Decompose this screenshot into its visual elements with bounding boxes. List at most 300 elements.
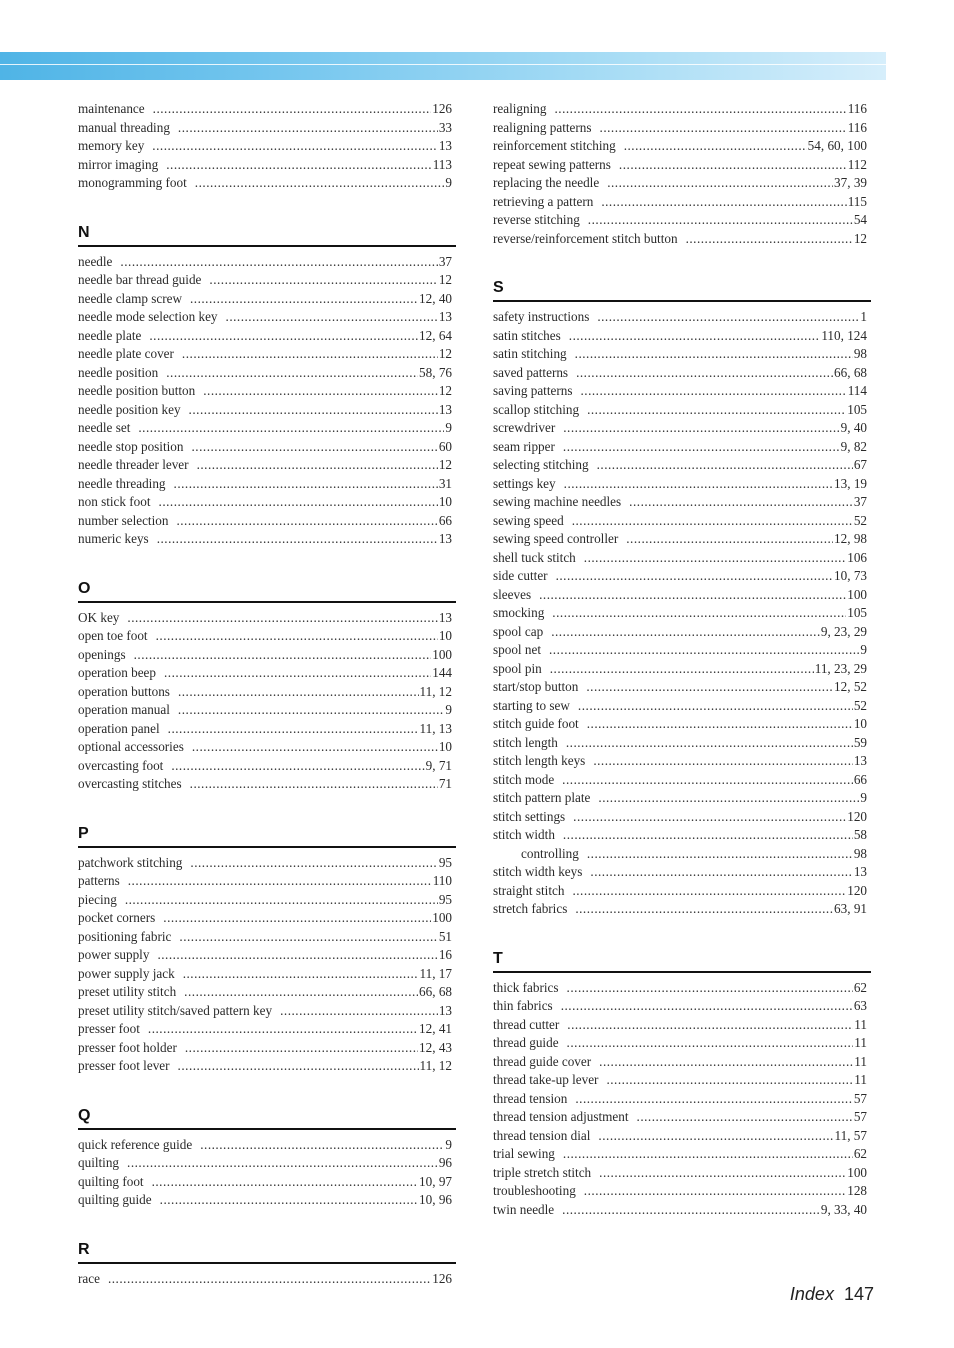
index-entry bbox=[493, 900, 871, 919]
index-page-ref: 37 bbox=[853, 494, 867, 509]
dot-leader bbox=[190, 854, 437, 873]
index-term: realigning patterns bbox=[493, 119, 592, 135]
index-term: power supply jack bbox=[78, 965, 175, 981]
dot-leader bbox=[586, 678, 833, 697]
dot-leader bbox=[562, 771, 853, 790]
index-page-ref: 52 bbox=[853, 512, 867, 528]
index-term: mirror imaging bbox=[78, 156, 159, 172]
index-page-ref: 9, 82 bbox=[840, 438, 867, 454]
index-term: needle position button bbox=[78, 383, 196, 398]
index-entry bbox=[78, 174, 456, 193]
index-entry bbox=[493, 549, 871, 568]
index-page-ref: 12, 40 bbox=[419, 290, 452, 306]
index-letter-section bbox=[78, 822, 456, 1076]
index-entry-list bbox=[493, 979, 871, 1220]
index-page-ref: 10 bbox=[853, 716, 867, 731]
index-term: thick fabrics bbox=[493, 979, 559, 995]
index-entry bbox=[493, 174, 871, 193]
header-banner bbox=[0, 52, 886, 80]
index-term: saved patterns bbox=[493, 364, 569, 380]
index-page-ref: 12 bbox=[853, 230, 867, 246]
dot-leader bbox=[138, 419, 444, 438]
index-page-ref: 116 bbox=[847, 119, 867, 135]
index-letter-section bbox=[78, 221, 456, 549]
index-page-ref: 37, 39 bbox=[834, 175, 867, 190]
dot-leader bbox=[178, 683, 419, 702]
index-page-ref: 115 bbox=[847, 193, 867, 209]
dot-leader bbox=[587, 715, 853, 734]
index-page-ref: 10, 97 bbox=[419, 1173, 452, 1189]
index-page-ref: 13 bbox=[438, 138, 452, 153]
index-term: power supply bbox=[78, 947, 150, 962]
dot-leader bbox=[195, 174, 445, 193]
dot-leader bbox=[575, 1090, 852, 1109]
index-term: stitch width bbox=[493, 827, 555, 842]
index-term: realigning bbox=[493, 101, 547, 116]
index-page-ref: 10, 96 bbox=[419, 1192, 452, 1207]
index-page-ref: 11 bbox=[854, 1035, 867, 1050]
index-entry bbox=[78, 290, 456, 309]
dot-leader bbox=[134, 646, 432, 665]
dot-leader bbox=[127, 1154, 438, 1173]
dot-leader bbox=[601, 193, 846, 212]
dot-leader bbox=[203, 382, 438, 401]
page-footer bbox=[790, 1284, 874, 1305]
index-entry bbox=[493, 1016, 871, 1035]
index-term: monogramming foot bbox=[78, 175, 187, 190]
index-entry bbox=[493, 364, 871, 383]
dot-leader bbox=[598, 1127, 833, 1146]
dot-leader bbox=[157, 530, 438, 549]
index-entry-list bbox=[78, 854, 456, 1076]
index-page-ref: 9, 33, 40 bbox=[820, 1201, 867, 1217]
dot-leader bbox=[580, 382, 846, 401]
index-term: sewing speed controller bbox=[493, 531, 619, 546]
index-entry bbox=[78, 646, 456, 665]
index-page-ref: 10 bbox=[438, 494, 452, 509]
index-entry bbox=[78, 854, 456, 873]
dot-leader bbox=[152, 1173, 418, 1192]
dot-leader bbox=[637, 1108, 853, 1127]
dot-leader bbox=[599, 1164, 846, 1183]
index-entry bbox=[493, 1182, 871, 1201]
dot-leader bbox=[597, 456, 853, 475]
index-page-ref: 12, 98 bbox=[834, 531, 867, 546]
dot-leader bbox=[624, 137, 807, 156]
index-term: screwdriver bbox=[493, 420, 556, 435]
index-letter-section bbox=[78, 1104, 456, 1210]
index-page-ref: 12 bbox=[438, 383, 452, 398]
section-letter-heading: T bbox=[493, 949, 503, 967]
index-page-ref: 9 bbox=[445, 420, 452, 435]
dot-leader bbox=[584, 549, 846, 568]
index-term: sleeves bbox=[493, 586, 532, 602]
index-term: sewing machine needles bbox=[493, 494, 622, 509]
index-entry bbox=[493, 734, 871, 753]
index-page-ref: 113 bbox=[432, 156, 452, 172]
index-entry bbox=[78, 271, 456, 290]
index-term: stitch settings bbox=[493, 808, 566, 824]
index-entry bbox=[493, 979, 871, 998]
index-page-ref: 66 bbox=[853, 771, 867, 787]
index-entry bbox=[493, 604, 871, 623]
index-column-right bbox=[493, 100, 871, 1219]
index-entry bbox=[78, 1057, 456, 1076]
index-term: needle stop position bbox=[78, 438, 184, 454]
dot-leader bbox=[192, 738, 438, 757]
dot-leader bbox=[178, 701, 444, 720]
dot-leader bbox=[576, 364, 833, 383]
dot-leader bbox=[128, 872, 432, 891]
index-page-ref: 9, 71 bbox=[425, 757, 452, 773]
index-term: patterns bbox=[78, 873, 120, 888]
index-term: spool cap bbox=[493, 623, 544, 639]
index-page-ref: 60 bbox=[438, 438, 452, 454]
index-entry bbox=[493, 475, 871, 494]
index-term: needle threader lever bbox=[78, 457, 189, 472]
dot-leader bbox=[567, 1034, 854, 1053]
dot-leader bbox=[551, 623, 820, 642]
index-term: quilting guide bbox=[78, 1192, 152, 1207]
index-term: quick reference guide bbox=[78, 1136, 193, 1152]
index-page-ref: 9 bbox=[445, 702, 452, 717]
index-term: operation buttons bbox=[78, 683, 170, 699]
dot-leader bbox=[159, 493, 438, 512]
dot-leader bbox=[184, 983, 418, 1002]
index-entry bbox=[493, 137, 871, 156]
index-entry bbox=[78, 1002, 456, 1021]
index-page-ref: 12 bbox=[438, 346, 452, 361]
index-page-ref: 52 bbox=[853, 697, 867, 713]
dot-leader bbox=[567, 979, 853, 998]
index-page-ref: 16 bbox=[438, 947, 452, 962]
index-page-ref: 95 bbox=[438, 891, 452, 907]
dot-leader bbox=[176, 512, 437, 531]
index-entry-list bbox=[78, 1270, 456, 1289]
index-letter-section bbox=[78, 1238, 456, 1289]
index-page-ref: 9 bbox=[445, 175, 452, 190]
dot-leader bbox=[190, 775, 438, 794]
index-entry bbox=[493, 845, 871, 864]
dot-leader bbox=[552, 604, 846, 623]
index-page-ref: 58 bbox=[853, 827, 867, 842]
dot-leader bbox=[626, 530, 833, 549]
index-entry bbox=[493, 193, 871, 212]
dot-leader bbox=[600, 119, 847, 138]
dot-leader bbox=[587, 401, 846, 420]
index-page-ref: 54, 60, 100 bbox=[807, 138, 867, 153]
index-term: safety instructions bbox=[493, 309, 590, 324]
index-page-ref: 9 bbox=[445, 1136, 452, 1152]
dot-leader bbox=[200, 1136, 444, 1155]
index-entry bbox=[78, 382, 456, 401]
dot-leader bbox=[160, 1191, 418, 1210]
dot-leader bbox=[192, 438, 438, 457]
index-term: triple stretch stitch bbox=[493, 1164, 592, 1180]
index-entry bbox=[493, 997, 871, 1016]
dot-leader bbox=[606, 1071, 853, 1090]
index-page-ref: 13 bbox=[438, 609, 452, 625]
index-term: positioning fabric bbox=[78, 928, 172, 944]
index-term: needle position key bbox=[78, 401, 181, 417]
index-entry bbox=[493, 586, 871, 605]
index-term: reverse stitching bbox=[493, 212, 580, 227]
index-entry bbox=[493, 1071, 871, 1090]
index-term: spool net bbox=[493, 642, 541, 657]
index-term: needle clamp screw bbox=[78, 290, 182, 306]
index-entry bbox=[493, 641, 871, 660]
dot-leader bbox=[563, 1145, 853, 1164]
dot-leader bbox=[164, 664, 431, 683]
index-page-ref: 31 bbox=[438, 475, 452, 491]
index-entry bbox=[78, 683, 456, 702]
dot-leader bbox=[562, 1201, 820, 1220]
index-page-ref: 96 bbox=[438, 1155, 452, 1170]
index-term: openings bbox=[78, 646, 126, 662]
index-page-ref: 57 bbox=[853, 1109, 867, 1124]
dot-leader bbox=[554, 100, 846, 119]
index-entry bbox=[493, 623, 871, 642]
index-term: selecting stitching bbox=[493, 457, 589, 472]
index-page-ref: 67 bbox=[853, 457, 867, 472]
index-letter-section bbox=[78, 577, 456, 794]
index-term: start/stop button bbox=[493, 679, 579, 694]
index-term: operation panel bbox=[78, 720, 160, 736]
dot-leader bbox=[178, 1057, 419, 1076]
index-entry bbox=[493, 493, 871, 512]
dot-leader bbox=[226, 308, 438, 327]
index-page-ref: 12, 52 bbox=[834, 679, 867, 694]
index-term: stitch length bbox=[493, 734, 558, 750]
dot-leader bbox=[578, 697, 853, 716]
index-page-ref: 9, 23, 29 bbox=[820, 623, 867, 639]
index-page-ref: 11, 12 bbox=[419, 683, 452, 699]
dot-leader bbox=[166, 156, 431, 175]
section-rule bbox=[78, 1262, 456, 1264]
index-term: OK key bbox=[78, 609, 120, 625]
index-entry bbox=[493, 1145, 871, 1164]
index-page-ref: 110 bbox=[432, 873, 452, 888]
index-entry bbox=[493, 327, 871, 346]
dot-leader bbox=[183, 965, 419, 984]
dot-leader bbox=[209, 271, 437, 290]
index-page-ref: 51 bbox=[438, 928, 452, 944]
footer-section-label: Index bbox=[789, 1284, 834, 1304]
index-entry bbox=[78, 775, 456, 794]
index-page-ref: 12, 43 bbox=[419, 1039, 452, 1055]
index-term: settings key bbox=[493, 475, 556, 491]
index-term: straight stitch bbox=[493, 882, 565, 898]
index-term: saving patterns bbox=[493, 383, 573, 398]
index-entry bbox=[493, 567, 871, 586]
index-entry bbox=[78, 345, 456, 364]
index-page-ref: 11, 12 bbox=[419, 1058, 452, 1073]
index-entry bbox=[493, 438, 871, 457]
index-entry bbox=[78, 738, 456, 757]
index-term: reinforcement stitching bbox=[493, 138, 616, 153]
index-entry bbox=[78, 156, 456, 175]
index-entry bbox=[493, 1053, 871, 1072]
index-page-ref: 106 bbox=[847, 549, 867, 565]
dot-leader bbox=[563, 826, 853, 845]
index-term: open toe foot bbox=[78, 628, 148, 643]
dot-leader bbox=[152, 137, 438, 156]
index-page-ref: 95 bbox=[438, 854, 452, 870]
section-letter-heading: R bbox=[78, 1240, 90, 1258]
index-term: scallop stitching bbox=[493, 401, 580, 417]
index-page-ref: 58, 76 bbox=[419, 364, 452, 380]
index-entry bbox=[78, 512, 456, 531]
dot-leader bbox=[563, 438, 840, 457]
index-page-ref: 10, 73 bbox=[834, 568, 867, 583]
index-term: patchwork stitching bbox=[78, 854, 183, 870]
index-page-ref: 128 bbox=[847, 1183, 867, 1198]
index-entry bbox=[493, 882, 871, 901]
index-term: reverse/reinforcement stitch button bbox=[493, 230, 678, 246]
index-page-ref: 59 bbox=[853, 734, 867, 750]
index-letter-section bbox=[493, 947, 871, 1220]
dot-leader bbox=[584, 1182, 846, 1201]
index-page-ref: 1 bbox=[860, 309, 867, 324]
page-number: 147 bbox=[843, 1284, 874, 1304]
dot-leader bbox=[561, 997, 853, 1016]
index-page-ref: 57 bbox=[853, 1090, 867, 1106]
index-term: manual threading bbox=[78, 119, 170, 135]
index-page-ref: 62 bbox=[853, 979, 867, 995]
index-term: memory key bbox=[78, 138, 145, 153]
dot-leader bbox=[567, 1016, 853, 1035]
index-page-ref: 62 bbox=[853, 1146, 867, 1161]
index-term: quilting bbox=[78, 1155, 120, 1170]
index-entry bbox=[78, 627, 456, 646]
index-entry bbox=[78, 137, 456, 156]
dot-leader bbox=[575, 345, 853, 364]
index-entry bbox=[78, 1270, 456, 1289]
index-entry bbox=[78, 327, 456, 346]
index-term: operation beep bbox=[78, 665, 156, 680]
dot-leader bbox=[185, 1039, 418, 1058]
dot-leader bbox=[148, 1020, 418, 1039]
index-page-ref: 12, 64 bbox=[419, 327, 452, 343]
index-page-ref: 13 bbox=[853, 864, 867, 879]
header-banner-line bbox=[0, 64, 886, 65]
index-term: retrieving a pattern bbox=[493, 193, 594, 209]
index-entry-list bbox=[493, 100, 871, 248]
index-page-ref: 11, 57 bbox=[834, 1127, 867, 1143]
dot-leader bbox=[174, 475, 438, 494]
index-entry bbox=[493, 100, 871, 119]
index-page-ref: 120 bbox=[847, 808, 867, 824]
dot-leader bbox=[556, 567, 833, 586]
index-page-ref: 66, 68 bbox=[419, 984, 452, 999]
index-page-ref: 100 bbox=[432, 646, 452, 662]
index-term: pocket corners bbox=[78, 910, 156, 925]
index-page-ref: 9 bbox=[860, 790, 867, 805]
index-entry bbox=[78, 308, 456, 327]
index-entry-list bbox=[78, 100, 456, 193]
index-page-ref: 105 bbox=[847, 401, 867, 417]
index-page-ref: 71 bbox=[438, 776, 452, 791]
index-entry bbox=[493, 826, 871, 845]
index-entry bbox=[493, 211, 871, 230]
section-letter-heading: P bbox=[78, 824, 89, 842]
dot-leader bbox=[178, 119, 438, 138]
index-term: presser foot holder bbox=[78, 1039, 177, 1055]
index-term: stitch pattern plate bbox=[493, 790, 591, 805]
dot-leader bbox=[575, 900, 833, 919]
section-rule bbox=[78, 846, 456, 848]
index-entry bbox=[493, 230, 871, 249]
dot-leader bbox=[572, 882, 846, 901]
index-term: presser foot bbox=[78, 1021, 140, 1036]
index-term: stitch length keys bbox=[493, 753, 586, 768]
index-term: maintenance bbox=[78, 101, 145, 116]
index-page-ref: 9 bbox=[860, 642, 867, 657]
index-page-ref: 12 bbox=[438, 457, 452, 472]
index-entry bbox=[493, 660, 871, 679]
dot-leader bbox=[157, 946, 437, 965]
index-term: needle mode selection key bbox=[78, 309, 218, 324]
index-page-ref: 110, 124 bbox=[821, 327, 867, 343]
index-entry bbox=[78, 1173, 456, 1192]
index-entry bbox=[493, 1127, 871, 1146]
index-term: seam ripper bbox=[493, 438, 555, 454]
dot-leader bbox=[629, 493, 853, 512]
dot-leader bbox=[280, 1002, 438, 1021]
dot-leader bbox=[549, 641, 859, 660]
index-entry bbox=[493, 678, 871, 697]
index-page-ref: 13 bbox=[438, 401, 452, 417]
dot-leader bbox=[573, 808, 846, 827]
index-page-ref: 63 bbox=[853, 998, 867, 1013]
index-term: numeric keys bbox=[78, 531, 149, 546]
dot-leader bbox=[190, 290, 418, 309]
index-entry bbox=[493, 419, 871, 438]
dot-leader bbox=[593, 752, 853, 771]
index-entry bbox=[493, 1201, 871, 1220]
index-entry-list bbox=[78, 1136, 456, 1210]
index-page-ref: 13 bbox=[438, 531, 452, 546]
index-page-ref: 100 bbox=[847, 586, 867, 602]
section-letter-heading: N bbox=[78, 223, 90, 241]
index-page-ref: 10 bbox=[438, 628, 452, 643]
index-page-ref: 11, 17 bbox=[419, 965, 452, 981]
index-entry bbox=[493, 156, 871, 175]
index-term: thread tension adjustment bbox=[493, 1109, 629, 1124]
index-page-ref: 98 bbox=[853, 346, 867, 361]
index-term: repeat sewing patterns bbox=[493, 156, 611, 172]
dot-leader bbox=[588, 211, 853, 230]
index-entry bbox=[78, 100, 456, 119]
index-term: thread guide cover bbox=[493, 1053, 592, 1069]
index-term: side cutter bbox=[493, 568, 548, 583]
dot-leader bbox=[598, 789, 859, 808]
index-term: needle position bbox=[78, 364, 159, 380]
dot-leader bbox=[156, 627, 438, 646]
index-entry bbox=[78, 530, 456, 549]
dot-leader bbox=[127, 609, 437, 628]
index-term: preset utility stitch/saved pattern key bbox=[78, 1002, 273, 1018]
index-entry bbox=[493, 1034, 871, 1053]
index-entry bbox=[78, 253, 456, 272]
index-term: stitch width keys bbox=[493, 864, 583, 879]
index-entry bbox=[493, 308, 871, 327]
index-term: twin needle bbox=[493, 1201, 555, 1217]
index-page-ref: 33 bbox=[438, 119, 452, 135]
index-page-ref: 11, 13 bbox=[419, 720, 452, 736]
index-page-ref: 63, 91 bbox=[834, 901, 867, 916]
dot-leader bbox=[564, 475, 833, 494]
